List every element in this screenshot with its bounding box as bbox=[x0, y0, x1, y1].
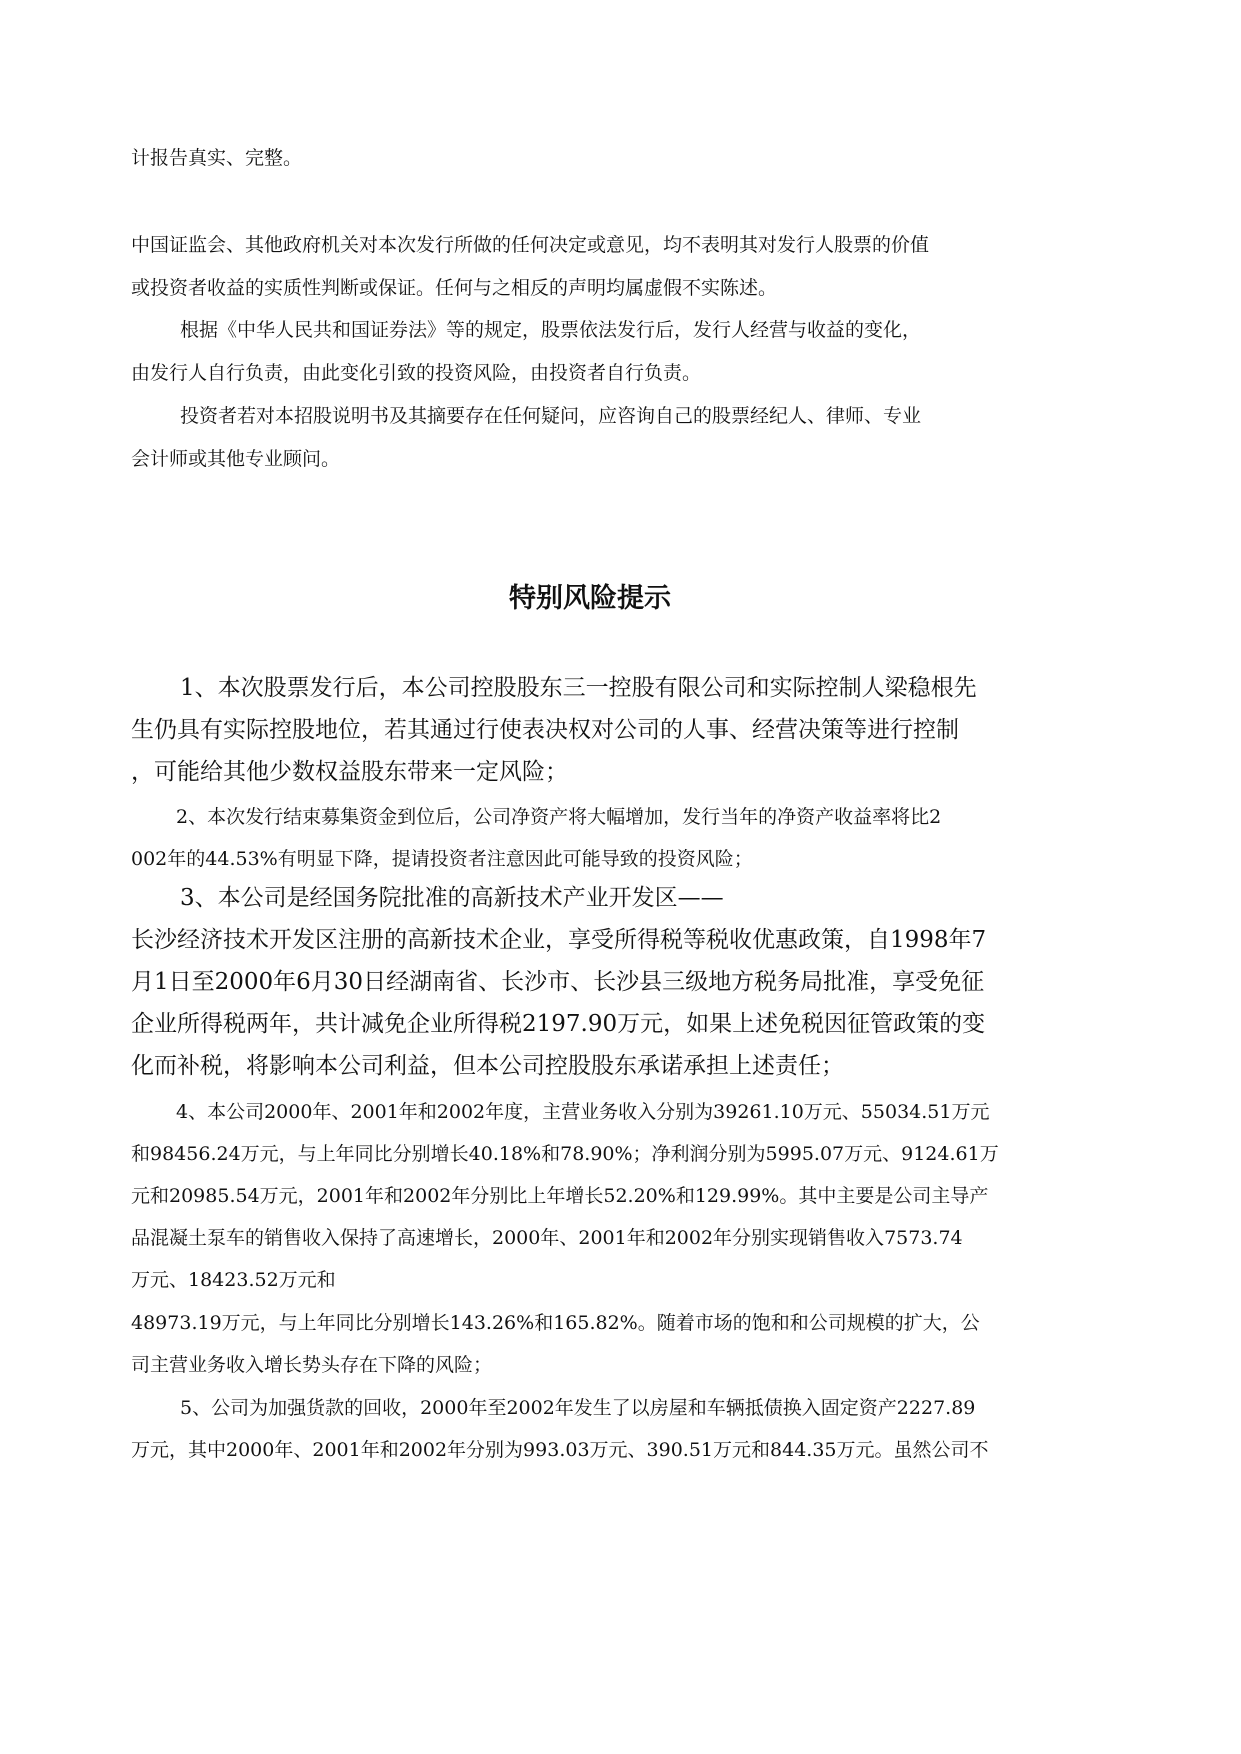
risk-5-line-1: 5、公司为加强货款的回收，2000年至2002年发生了以房屋和车辆抵债换入固定资产2227.89 bbox=[180, 1397, 976, 1419]
risk-4-line-5: 万元、18423.52万元和 bbox=[131, 1269, 336, 1291]
intro-line-1: 计报告真实、完整。 bbox=[131, 147, 303, 169]
risk-1-line-1: 1、本次股票发行后，本公司控股股东三一控股有限公司和实际控制人梁稳根先 bbox=[180, 675, 977, 701]
intro-line-5: 由发行人自行负责，由此变化引致的投资风险，由投资者自行负责。 bbox=[131, 362, 702, 384]
risk-1-line-2: 生仍具有实际控股地位，若其通过行使表决权对公司的人事、经营决策等进行控制 bbox=[131, 717, 959, 743]
intro-line-3: 或投资者收益的实质性判断或保证。任何与之相反的声明均属虚假不实陈述。 bbox=[131, 277, 778, 299]
risk-5-line-2: 万元，其中2000年、2001年和2002年分别为993.03万元、390.51万元和844.35万元。虽然公司不 bbox=[131, 1439, 989, 1461]
intro-line-2: 中国证监会、其他政府机关对本次发行所做的任何决定或意见，均不表明其对发行人股票的价值 bbox=[131, 234, 930, 256]
risk-3-line-2: 长沙经济技术开发区注册的高新技术企业，享受所得税等税收优惠政策，自1998年7 bbox=[131, 927, 987, 953]
risk-4-line-1: 4、本公司2000年、2001年和2002年度，主营业务收入分别为39261.10万元、55034.51万元 bbox=[176, 1101, 990, 1123]
risk-2-line-2: 002年的44.53%有明显下降，提请投资者注意因此可能导致的投资风险； bbox=[131, 848, 753, 870]
intro-line-4: 根据《中华人民共和国证券法》等的规定，股票依法发行后，发行人经营与收益的变化， bbox=[180, 319, 922, 341]
intro-line-7: 会计师或其他专业顾问。 bbox=[131, 448, 341, 470]
risk-3-line-3: 月1日至2000年6月30日经湖南省、长沙市、长沙县三级地方税务局批准，享受免征 bbox=[131, 969, 985, 995]
risk-4-line-6: 48973.19万元，与上年同比分别增长143.26%和165.82%。随着市场的饱和和公司规模的扩大，公 bbox=[131, 1312, 980, 1334]
risk-1-line-3: ，可能给其他少数权益股东带来一定风险； bbox=[131, 759, 568, 785]
intro-line-6: 投资者若对本招股说明书及其摘要存在任何疑问，应咨询自己的股票经纪人、律师、专业 bbox=[180, 405, 922, 427]
risk-3-line-5: 化而补税，将影响本公司利益，但本公司控股股东承诺承担上述责任； bbox=[131, 1053, 844, 1079]
risk-4-line-4: 品混凝土泵车的销售收入保持了高速增长，2000年、2001年和2002年分别实现销售收入7573.74 bbox=[131, 1227, 963, 1249]
risk-3-line-4: 企业所得税两年，共计减免企业所得税2197.90万元，如果上述免税因征管政策的变 bbox=[131, 1011, 986, 1037]
risk-4-line-3: 元和20985.54万元，2001年和2002年分别比上年增长52.20%和129.99%。其中主要是公司主导产 bbox=[131, 1185, 989, 1207]
section-title: 特别风险提示 bbox=[509, 583, 671, 614]
risk-2-line-1: 2、本次发行结束募集资金到位后，公司净资产将大幅增加，发行当年的净资产收益率将比2 bbox=[176, 806, 942, 828]
risk-3-line-1: 3、本公司是经国务院批准的高新技术产业开发区—— bbox=[180, 885, 724, 911]
risk-4-line-2: 和98456.24万元，与上年同比分别增长40.18%和78.90%；净利润分别为5995.07万元、9124.61万 bbox=[131, 1143, 999, 1165]
risk-4-line-7: 司主营业务收入增长势头存在下降的风险； bbox=[131, 1354, 493, 1376]
